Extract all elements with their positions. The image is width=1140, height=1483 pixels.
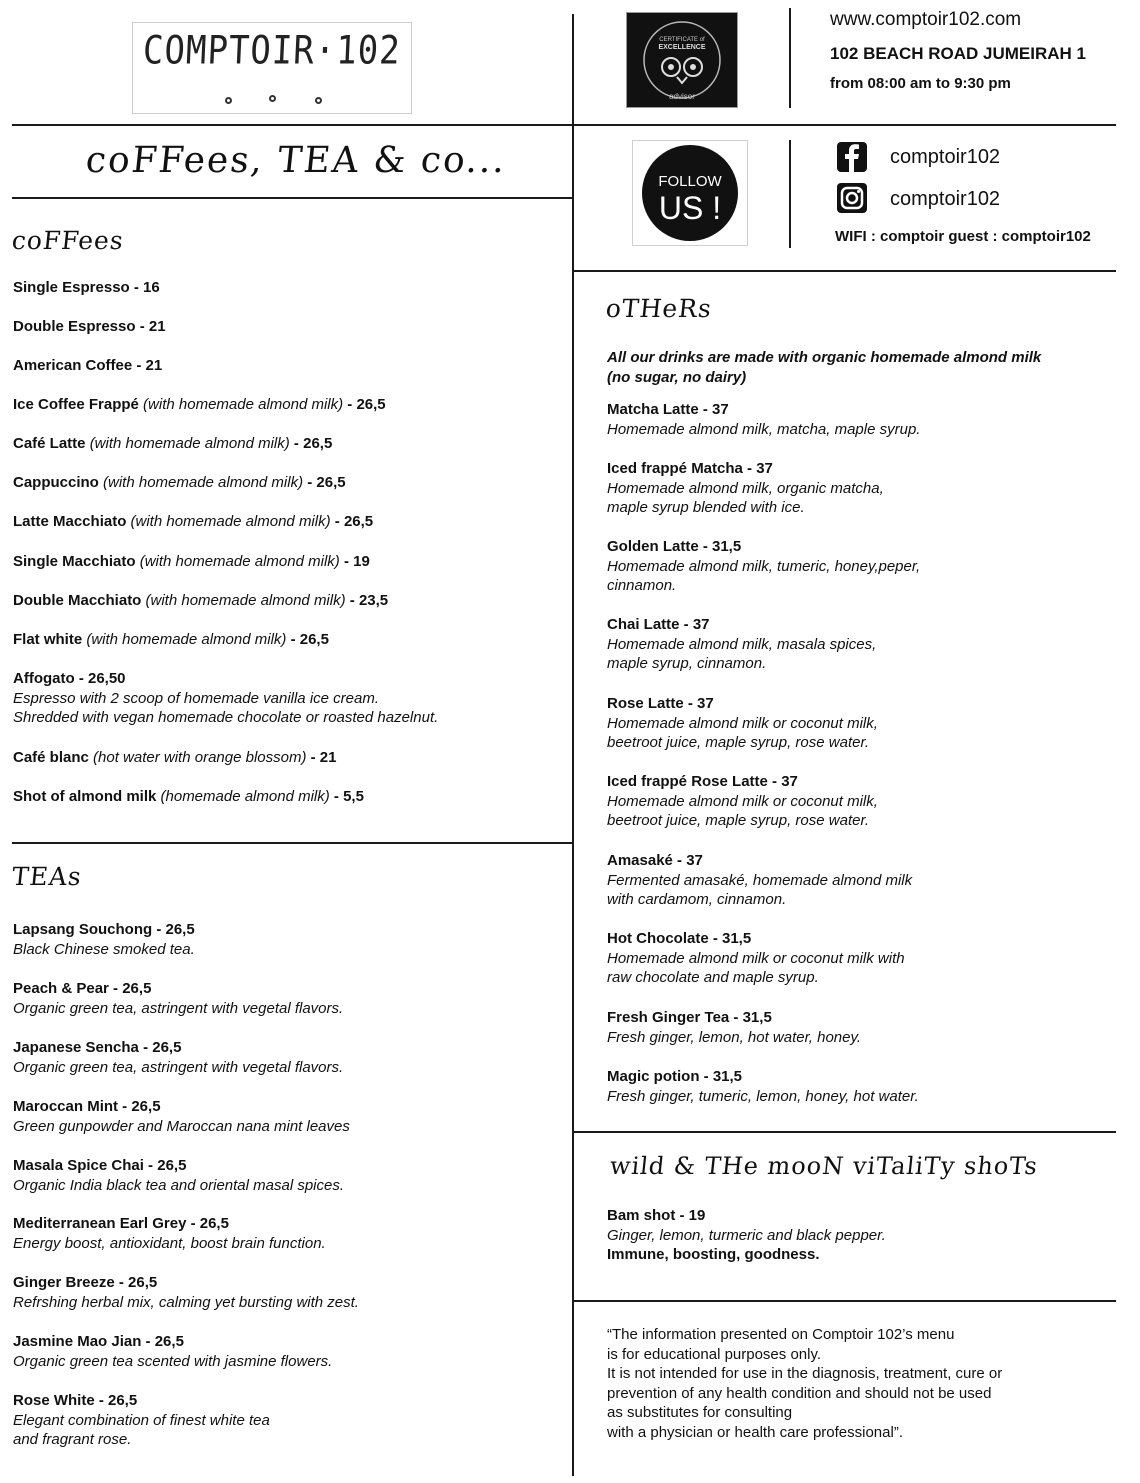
contact-divider bbox=[789, 8, 791, 108]
item-note: (with homemade almond milk) bbox=[135, 553, 340, 570]
item-name: Iced frappé Matcha - 37 bbox=[607, 460, 773, 477]
item-description: Ginger, lemon, turmeric and black pepper. bbox=[607, 1226, 886, 1244]
item-name: American Coffee bbox=[13, 357, 133, 374]
social-rule bbox=[573, 270, 1116, 272]
menu-item bbox=[607, 537, 920, 596]
item-description: maple syrup blended with ice. bbox=[607, 499, 805, 516]
facebook-icon[interactable] bbox=[837, 142, 867, 172]
item-name: Café blanc bbox=[13, 749, 89, 766]
others-vitality-rule bbox=[573, 1131, 1116, 1133]
intro-line: (no sugar, no dairy) bbox=[607, 368, 747, 386]
item-name: Latte Macchiato bbox=[13, 513, 127, 530]
item-description: Organic green tea, astringent with vegetal flavors. bbox=[13, 999, 344, 1017]
instagram-handle[interactable]: comptoir102 bbox=[890, 188, 1001, 210]
disclaimer-line: is for educational purposes only. bbox=[607, 1345, 822, 1363]
item-name: Jasmine Mao Jian - 26,5 bbox=[13, 1333, 184, 1350]
logo-text: COMPTOIR·102 bbox=[141, 28, 402, 74]
item-name: Maroccan Mint - 26,5 bbox=[13, 1098, 161, 1115]
item-note: (with homemade almond milk) bbox=[98, 474, 304, 491]
item-note: (with homemade almond milk) bbox=[143, 396, 344, 413]
menu-item bbox=[13, 1273, 359, 1312]
menu-item bbox=[13, 395, 386, 415]
menu-item bbox=[13, 748, 336, 768]
menu-item bbox=[13, 1097, 350, 1136]
vitality-title: wild & THe mooN viTaliTy shoTs bbox=[608, 1152, 1040, 1180]
item-price: - 26,5 bbox=[303, 474, 346, 491]
menu-item bbox=[13, 473, 346, 493]
logo-dot bbox=[225, 97, 232, 104]
disclaimer-line: with a physician or health care professional”. bbox=[607, 1423, 903, 1441]
item-name: Single Macchiato bbox=[13, 553, 136, 570]
item-price: - 21 bbox=[135, 318, 166, 335]
item-description: Fresh ginger, lemon, hot water, honey. bbox=[607, 1028, 862, 1046]
item-name: Lapsang Souchong - 26,5 bbox=[13, 921, 195, 938]
menu-item bbox=[13, 979, 343, 1018]
menu-item bbox=[607, 694, 878, 753]
menu-item bbox=[607, 1206, 886, 1265]
item-name: Fresh Ginger Tea - 31,5 bbox=[607, 1009, 772, 1026]
menu-item bbox=[13, 1332, 332, 1371]
menu-item bbox=[13, 552, 370, 572]
menu-item bbox=[13, 1038, 343, 1077]
menu-item bbox=[607, 400, 920, 439]
item-description: Shredded with vegan homemade chocolate or roasted hazelnut. bbox=[13, 709, 439, 726]
menu-item bbox=[13, 630, 329, 650]
item-name: Magic potion - 31,5 bbox=[607, 1068, 743, 1085]
item-description: Green gunpowder and Maroccan nana mint leaves bbox=[13, 1117, 350, 1135]
menu-item bbox=[13, 278, 160, 298]
item-price: - 21 bbox=[306, 749, 337, 766]
item-tagline: Immune, boosting, goodness. bbox=[607, 1246, 820, 1263]
item-name: Ice Coffee Frappé bbox=[13, 396, 144, 413]
item-note: (homemade almond milk) bbox=[156, 788, 330, 805]
tripadvisor-badge bbox=[626, 12, 738, 108]
title-rule bbox=[12, 197, 572, 199]
item-description: Fermented amasaké, homemade almond milk bbox=[607, 871, 913, 889]
item-name: Mediterranean Earl Grey - 26,5 bbox=[13, 1215, 229, 1232]
item-name: Rose Latte - 37 bbox=[607, 695, 714, 712]
menu-item bbox=[607, 1067, 919, 1106]
item-description: Homemade almond milk, matcha, maple syrup. bbox=[607, 420, 921, 438]
disclaimer-line: as substitutes for consulting bbox=[607, 1404, 793, 1421]
menu-item bbox=[13, 356, 162, 376]
item-note: (with homemade almond milk) bbox=[126, 513, 331, 530]
menu-item bbox=[607, 851, 912, 910]
item-name: Amasaké - 37 bbox=[607, 852, 703, 869]
badge-line1: CERTIFICATE of bbox=[659, 37, 705, 43]
item-name: Bam shot - 19 bbox=[607, 1207, 706, 1224]
item-price: - 26,5 bbox=[286, 631, 329, 648]
item-name: Ginger Breeze - 26,5 bbox=[13, 1274, 158, 1291]
item-name: Double Macchiato bbox=[13, 592, 142, 609]
badge-brand: advisor bbox=[669, 92, 695, 101]
item-description: Homemade almond milk or coconut milk with bbox=[607, 949, 905, 967]
instagram-icon[interactable] bbox=[837, 183, 867, 213]
website[interactable]: www.comptoir102.com bbox=[830, 9, 1022, 30]
vitality-disclaimer-rule bbox=[573, 1300, 1116, 1302]
item-description: Refrshing herbal mix, calming yet bursting with zest. bbox=[13, 1293, 359, 1311]
menu-item bbox=[607, 929, 905, 988]
intro-line: All our drinks are made with organic homemade almond milk bbox=[607, 349, 1042, 366]
coffees-teas-rule bbox=[12, 842, 572, 844]
menu-item bbox=[13, 591, 388, 611]
item-name: Iced frappé Rose Latte - 37 bbox=[607, 773, 798, 790]
item-name: Japanese Sencha - 26,5 bbox=[13, 1039, 182, 1056]
logo-dot bbox=[315, 97, 322, 104]
item-name: Cappuccino bbox=[13, 474, 99, 491]
item-description: Homemade almond milk, masala spices, bbox=[607, 635, 877, 653]
follow-us-badge bbox=[632, 140, 748, 246]
disclaimer bbox=[607, 1325, 1107, 1442]
center-divider bbox=[572, 14, 574, 1476]
coffees-title: coFFees bbox=[10, 226, 126, 255]
opening-hours: from 08:00 am to 9:30 pm bbox=[830, 75, 1011, 92]
disclaimer-line: “The information presented on Comptoir 102’s menu bbox=[607, 1326, 955, 1343]
item-description: Black Chinese smoked tea. bbox=[13, 940, 195, 958]
follow-line1: FOLLOW bbox=[658, 173, 722, 190]
menu-item bbox=[13, 787, 364, 807]
disclaimer-line: prevention of any health condition and should not be used bbox=[607, 1384, 992, 1402]
item-note: (with homemade almond milk) bbox=[89, 435, 290, 452]
social-divider bbox=[789, 140, 791, 248]
item-note: (with homemade almond milk) bbox=[141, 592, 346, 609]
header-rule bbox=[12, 124, 1116, 126]
item-description: Homemade almond milk or coconut milk, bbox=[607, 714, 878, 732]
item-description: Homemade almond milk, tumeric, honey,peper, bbox=[607, 557, 921, 575]
item-price: - 26,5 bbox=[343, 396, 386, 413]
facebook-handle[interactable]: comptoir102 bbox=[890, 146, 1001, 168]
page-title: coFFees, TEA & co... bbox=[83, 140, 509, 181]
item-price: - 23,5 bbox=[345, 592, 389, 609]
item-name: Café Latte bbox=[13, 435, 90, 452]
item-name: Affogato - 26,50 bbox=[13, 670, 126, 687]
item-description: Organic green tea, astringent with vegetal flavors. bbox=[13, 1058, 344, 1076]
menu-item bbox=[607, 772, 878, 831]
item-price: - 16 bbox=[129, 279, 160, 296]
item-name: Single Espresso bbox=[13, 279, 130, 296]
item-description: and fragrant rose. bbox=[13, 1431, 132, 1448]
item-name: Hot Chocolate - 31,5 bbox=[607, 930, 752, 947]
menu-item bbox=[13, 512, 373, 532]
item-name: Rose White - 26,5 bbox=[13, 1392, 138, 1409]
wifi-info: WIFI : comptoir guest : comptoir102 bbox=[835, 228, 1091, 245]
item-description: Organic India black tea and oriental masal spices. bbox=[13, 1176, 345, 1194]
logo-dot bbox=[269, 95, 276, 102]
menu-item bbox=[13, 1156, 344, 1195]
menu-item bbox=[607, 459, 884, 518]
item-name: Flat white bbox=[13, 631, 83, 648]
item-note: (with homemade almond milk) bbox=[82, 631, 287, 648]
item-name: Double Espresso bbox=[13, 318, 136, 335]
item-price: - 21 bbox=[132, 357, 163, 374]
menu-item bbox=[607, 1008, 861, 1047]
menu-item bbox=[13, 920, 195, 959]
item-description: Homemade almond milk, organic matcha, bbox=[607, 479, 884, 497]
item-description: cinnamon. bbox=[607, 577, 677, 594]
menu-item bbox=[13, 317, 166, 337]
menu-item bbox=[607, 615, 876, 674]
item-description: maple syrup, cinnamon. bbox=[607, 655, 767, 672]
item-description: Fresh ginger, tumeric, lemon, honey, hot water. bbox=[607, 1087, 919, 1105]
item-description: Espresso with 2 scoop of homemade vanilla ice cream. bbox=[13, 689, 380, 707]
item-description: Elegant combination of finest white tea bbox=[13, 1411, 270, 1429]
item-description: raw chocolate and maple syrup. bbox=[607, 969, 819, 986]
item-name: Shot of almond milk bbox=[13, 788, 157, 805]
item-price: - 19 bbox=[339, 553, 370, 570]
item-name: Chai Latte - 37 bbox=[607, 616, 710, 633]
badge-line2: EXCELLENCE bbox=[658, 44, 706, 51]
item-description: beetroot juice, maple syrup, rose water. bbox=[607, 812, 870, 829]
item-description: with cardamom, cinnamon. bbox=[607, 891, 787, 908]
item-description: Energy boost, antioxidant, boost brain function. bbox=[13, 1234, 326, 1252]
others-title: oTHeRs bbox=[604, 294, 714, 323]
item-name: Peach & Pear - 26,5 bbox=[13, 980, 152, 997]
item-price: - 26,5 bbox=[289, 435, 333, 452]
item-price: - 5,5 bbox=[329, 788, 364, 805]
menu-item-affogato bbox=[13, 669, 438, 728]
item-description: Organic green tea scented with jasmine flowers. bbox=[13, 1352, 333, 1370]
menu-item bbox=[13, 434, 332, 454]
follow-line2: US ! bbox=[658, 190, 722, 226]
item-name: Matcha Latte - 37 bbox=[607, 401, 729, 418]
others-intro bbox=[607, 348, 1041, 387]
item-price: - 26,5 bbox=[330, 513, 374, 530]
item-description: beetroot juice, maple syrup, rose water. bbox=[607, 734, 870, 751]
address: 102 BEACH ROAD JUMEIRAH 1 bbox=[830, 44, 1086, 63]
logo bbox=[132, 22, 412, 114]
tripadvisor-owl-icon bbox=[627, 13, 737, 107]
menu-item bbox=[13, 1391, 270, 1450]
item-note: (hot water with orange blossom) bbox=[88, 749, 307, 766]
menu-item bbox=[13, 1214, 326, 1253]
item-description: Homemade almond milk or coconut milk, bbox=[607, 792, 878, 810]
item-name: Golden Latte - 31,5 bbox=[607, 538, 742, 555]
teas-title: TEAs bbox=[10, 862, 84, 891]
item-name: Masala Spice Chai - 26,5 bbox=[13, 1157, 187, 1174]
disclaimer-line: It is not intended for use in the diagnosis, treatment, cure or bbox=[607, 1365, 1003, 1382]
